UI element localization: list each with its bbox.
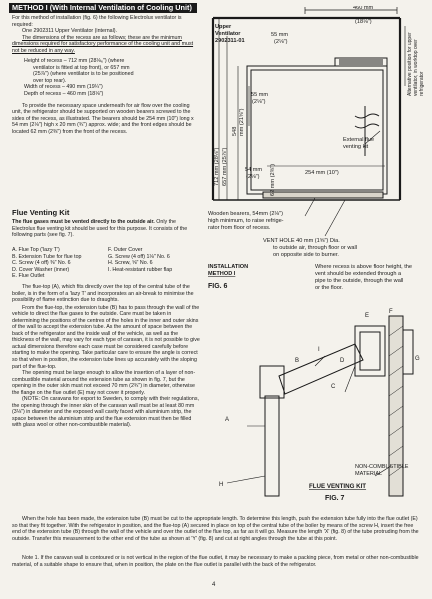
vent-hole-label: VENT HOLE 40 mm (1⅝") Dia. bbox=[263, 238, 340, 244]
installation-label: INSTALLATION bbox=[208, 264, 249, 270]
figure-6-diagram bbox=[205, 6, 430, 306]
vent-hole-label: on opposite side to burner. bbox=[273, 252, 339, 258]
dim-55b-label: (2⅛") bbox=[252, 99, 266, 105]
recess-note: pipe to the outside, through the wall bbox=[315, 278, 404, 284]
dim-line: Height of recess – 712 mm (28⅛₆") (where bbox=[24, 58, 125, 65]
noncombustible-label: NON-COMBUSTIBLE bbox=[355, 464, 409, 470]
flue-intro bbox=[12, 219, 200, 239]
part-item: G. Screw (4 off) 1⅛" No. 6 bbox=[108, 253, 170, 260]
fig7-label: FIG. 7 bbox=[325, 495, 345, 502]
figure-7-diagram bbox=[205, 306, 430, 512]
section-header: METHOD I (With Internal Ventilation of Cooling Unit) bbox=[9, 3, 197, 13]
fig7-letter: B bbox=[295, 358, 300, 364]
external-flue-label: External flue bbox=[343, 137, 375, 143]
fig7-title: FLUE VENTING KIT bbox=[309, 483, 367, 490]
wooden-bearers-label: rator from floor of recess. bbox=[208, 225, 271, 231]
alt-position-label: ventilator, in worktop over bbox=[413, 39, 419, 96]
fig7-letter: E bbox=[365, 313, 370, 319]
part-item: B. Extension Tube for flue top bbox=[12, 253, 82, 260]
upper-ventilator-label: Upper bbox=[215, 24, 232, 30]
external-flue-label: venting kit bbox=[343, 144, 369, 150]
parts-list-left bbox=[12, 247, 108, 280]
part-item: H. Screw, ⅝" No. 6 bbox=[108, 260, 153, 266]
intro-dimensions: The dimensions of the recess are as follows; these are the minimum dimensions required for satisfactory performance of the cooling unit and must not be reduced in any way. bbox=[12, 34, 194, 54]
full-paragraph: When the hole has been made, the extension tube (B) must be cut to the appropriate length. To determine this length, push the extension tube fully into the flue outlet (E) so that they fit together. With the refrigerator in position, and the flue-top (A) secured in place on top of the central tube of the boiler by means of the screw H, insert the free end of the extension tube (B) through the wall of the vehicle and over the outlet of the flue top, as far as it will go. Measure the length 'X' (fig. 8) of the tube protruding from the outside. Transfer this measurement to the other end of the tube as shown at 'Y' (fig. 8) and cut at right angles through the tube at this point. bbox=[12, 516, 419, 542]
dim-548-label: 548 bbox=[232, 126, 238, 136]
dim-55-label: (2⅛") bbox=[274, 39, 288, 45]
note-paragraph: Note 1. If the caravan wall is contoured or is not vertical in the region of the flue outlet, it may be necessary to make a packing piece, from metal or other non-combustible material, of a suitable shape to ensure that, when in position, the plate on the flue outlet is parallel with the back of the refrigerator. bbox=[12, 555, 419, 568]
dim-line: over top rear). bbox=[33, 77, 67, 84]
noncombustible-label: MATERIAL bbox=[355, 471, 383, 477]
parts-list-right bbox=[108, 247, 204, 273]
dim-54-label: 54 mm bbox=[245, 167, 263, 173]
upper-ventilator-label: 2902311-01 bbox=[215, 38, 245, 44]
fig7-letter: I bbox=[318, 347, 320, 353]
dim-line: ventilator is fitted at top front), or 657 mm bbox=[33, 64, 130, 71]
dim-548-label: mm (21⅝") bbox=[239, 108, 245, 136]
space-paragraph: To provide the necessary space underneath for air flow over the cooling unit, the refrigerator should be supported on wooden bearers screwed to the sides of the recess, as illustrated. The bearers should be 254 mm (10") long x 54 mm (2⅛") high x 20 mm (¾") approx. wide; and the front edges should be located 62 mm (2⅜") from the front of the recess. bbox=[12, 102, 194, 135]
alt-position-label: Alternative position for upper bbox=[407, 32, 413, 96]
alt-position-label: refrigerator bbox=[419, 71, 425, 96]
installation-label: METHOD I bbox=[208, 271, 236, 277]
page-number: 4 bbox=[212, 582, 216, 588]
recess-note: or the floor. bbox=[315, 285, 343, 291]
part-item: F. Outer Cover bbox=[108, 247, 143, 253]
fig7-letter: F bbox=[389, 309, 393, 315]
flue-body bbox=[12, 284, 200, 429]
part-item: A. Flue Top ('lazy T') bbox=[12, 247, 60, 253]
part-item: C. Screw (4 off) ⅜" No. 6 bbox=[12, 260, 71, 266]
dim-line: Depth of recess – 460 mm (18⅛") bbox=[24, 91, 104, 98]
flue-paragraph: From the flue-top, the extension tube (B) has to pass through the wall of the vehicle to direct the flue gases to the outside. Care must be taken in determining the positions of the centres of the holes in the inner and outer skins of the wall to accept the extension tube. As the amount of space between the back of the refrigerator and the inside wall of the vehicle, as well as the thickness of the wall, may vary for each type of caravan, it is not possible to give actual dimensions therefore each case must be considered carefully before starting to make the opening. Take particular care to ensure the angle is correct so that when in position, the extension tube lines up accurately with the sloping part of the flue-top. bbox=[12, 304, 200, 370]
flue-heading: Flue Venting Kit bbox=[12, 208, 70, 217]
recess-note: vent should be extended through a bbox=[315, 271, 402, 277]
intro-lead: For this method of installation (fig. 6) the following Electrolux ventilator is required: bbox=[12, 15, 182, 28]
flue-intro-rest: Only the Electrolux flue venting kit should be used for this purpose. It consists of the following parts (see fig. 7). bbox=[12, 219, 188, 239]
dim-55b-label: 55 mm bbox=[251, 92, 269, 98]
recess-note: Where recess is above floor height, the bbox=[315, 264, 413, 270]
fig7-letter: C bbox=[331, 384, 336, 390]
dim-62-label: 62 mm (2⅜") bbox=[270, 163, 276, 196]
dim-657-label: 657 mm (25⅞") bbox=[222, 147, 228, 186]
dim-line: (25⅞") (where ventilator is to be positioned bbox=[33, 71, 134, 78]
flue-intro-bold: The flue gases must be vented directly to the outside air. bbox=[12, 219, 155, 225]
flue-paragraph: The opening must be large enough to allow the insertion of a layer of non-combustible material around the extension tube as shown in fig. 7, but the opening in the outer skin must not exceed 70 mm (2¾") in diameter, otherwise the flange on the flue outlet (E) may not cover it properly. bbox=[12, 370, 196, 396]
upper-ventilator-label: Ventilator bbox=[215, 31, 241, 37]
flue-paragraph: (NOTE: On caravans for export to Sweden, to comply with their regulations, the opening through the inner skin of the caravan wall must be at least 80 mm (3⅛") in diameter and the exposed wall cavity faced with aluminium strip, the space between the aluminium strip and the flue extension must then be filled with glass wool or other non-combustible material). bbox=[12, 396, 199, 429]
flue-paragraph: The flue-top (A), which fits directly over the top of the central tube of the boiler, is in the form of a 'lazy T' and incorporates an air-break to minimise the possibility of flame extinction due to draughts. bbox=[12, 284, 194, 304]
dim-line: Width of recess – 490 mm (19¼") bbox=[24, 84, 103, 91]
dim-254-label: 254 mm (10") bbox=[305, 170, 339, 176]
dim-460-label: (18⅛") bbox=[355, 19, 372, 25]
dim-460-label: 460 mm bbox=[353, 6, 374, 11]
fig7-letter: A bbox=[225, 417, 230, 423]
dimension-list bbox=[12, 58, 200, 97]
fig6-label: FIG. 6 bbox=[208, 283, 228, 290]
fig7-letter: D bbox=[340, 358, 345, 364]
fig7-letter: G bbox=[415, 356, 420, 362]
intro-item: One 2902311 Upper Ventilator (internal). bbox=[22, 28, 118, 35]
wooden-bearers-label: high minimum, to raise refrige- bbox=[208, 218, 284, 224]
part-item: I. Heat-resistant rubber flap bbox=[108, 266, 173, 273]
dim-55-label: 55 mm bbox=[271, 32, 289, 38]
part-item: D. Cover Washer (inner) bbox=[12, 266, 70, 273]
part-item: E. Flue Outlet bbox=[12, 273, 45, 279]
intro-block bbox=[12, 15, 200, 135]
dim-54-label: (2⅛") bbox=[246, 174, 260, 180]
fig7-letter: H bbox=[219, 482, 224, 488]
wooden-bearers-label: Wooden bearers, 54mm (2⅛") bbox=[208, 211, 283, 217]
dim-712-label: 712 mm (28⅛") bbox=[214, 147, 220, 186]
vent-hole-label: to outside air, through floor or wall bbox=[273, 245, 357, 251]
